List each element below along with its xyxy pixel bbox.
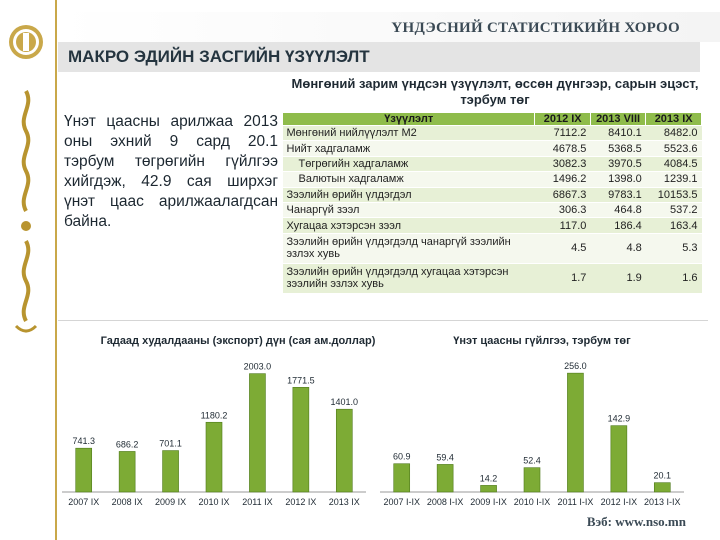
table-cell: 9783.1 (590, 187, 645, 202)
table-cell: 4084.5 (646, 156, 702, 171)
table-cell: 10153.5 (646, 187, 702, 202)
x-tick-label: 2010 I-IX (513, 497, 551, 507)
section-divider (58, 320, 708, 321)
chart-1 (62, 335, 376, 507)
table-cell: 4.5 (535, 233, 590, 263)
chart-bar (481, 485, 497, 492)
chart-bar (249, 374, 265, 492)
data-label: 1771.5 (287, 375, 315, 386)
data-label: 52.4 (523, 455, 541, 466)
data-label: 686.2 (115, 439, 139, 450)
chart-title: Үнэт цаасны гүйлгээ, тэрбум төг (453, 335, 631, 347)
chart-bar (611, 426, 627, 492)
table-cell: 8410.1 (590, 126, 645, 141)
x-tick-label: 2011 I-IX (557, 497, 594, 507)
table-row (283, 141, 702, 156)
table-cell: 464.8 (590, 202, 645, 217)
table-cell: 5.3 (646, 233, 702, 263)
chart-2 (380, 335, 684, 507)
chart-bar (654, 483, 670, 492)
row-label: Нийт хадгаламж (283, 141, 535, 156)
table-cell: 5523.6 (646, 141, 702, 156)
column-header: 2013 VIII (590, 113, 645, 126)
table-cell: 4.8 (590, 233, 645, 263)
table-row (283, 202, 702, 217)
table-row (283, 233, 702, 263)
data-label: 1401.0 (330, 397, 359, 408)
x-tick-label: 2009 I-IX (470, 497, 507, 507)
table-cell: 1239.1 (646, 172, 702, 187)
sidebar (0, 0, 56, 540)
table-cell: 537.2 (646, 202, 702, 217)
mongolian-script-decoration-icon (6, 86, 46, 336)
x-tick-label: 2013 I-IX (644, 497, 681, 507)
table-row (283, 187, 702, 202)
x-tick-label: 2008 IX (111, 497, 143, 507)
column-header: Үзүүлэлт (283, 113, 535, 126)
table-row (283, 156, 702, 171)
chart-bar (567, 373, 583, 492)
data-label: 741.3 (72, 436, 95, 447)
data-label: 2003.0 (243, 361, 272, 372)
row-label: Зээлийн өрийн үлдэгдэлд чанаргүй зээлийн эзлэх хувь (283, 233, 535, 263)
data-label: 14.2 (479, 473, 498, 484)
row-label: Зээлийн өрийн үлдэгдэлд хугацаа хэтэрсэн зээлийн эзлэх хувь (283, 263, 535, 293)
table-cell: 8482.0 (646, 126, 702, 141)
x-tick-label: 2007 IX (68, 497, 100, 507)
table-cell: 3970.5 (590, 156, 645, 171)
table-cell: 163.4 (646, 218, 702, 233)
chart-bar (119, 451, 135, 492)
table-row (283, 126, 702, 141)
table-header-row (283, 113, 702, 126)
table-cell: 5368.5 (590, 141, 645, 156)
x-tick-label: 2012 IX (285, 497, 317, 507)
website-url: Вэб: www.nso.mn (586, 514, 686, 529)
table-row (283, 263, 702, 293)
data-label: 142.9 (607, 413, 631, 424)
row-label: Төгрөгийн хадгаламж (283, 156, 535, 171)
chart-title: Гадаад худалдааны (экспорт) дүн (сая ам.доллар) (100, 335, 376, 347)
x-tick-label: 2012 I-IX (600, 497, 638, 507)
row-label: Чанаргүй зээл (283, 202, 535, 217)
table-cell: 1.6 (646, 263, 702, 293)
chart-bar (76, 448, 92, 492)
chart-bar (394, 464, 410, 492)
bar-charts (58, 322, 708, 512)
column-header: 2013 IX (646, 113, 702, 126)
row-label: Хугацаа хэтэрсэн зээл (283, 218, 535, 233)
chart-bar (206, 422, 222, 492)
table-cell: 1.9 (590, 263, 645, 293)
table-row (283, 172, 702, 187)
table-cell: 1.7 (535, 263, 590, 293)
state-emblem-icon (8, 24, 44, 60)
chart-bar (437, 464, 453, 492)
table-cell: 186.4 (590, 218, 645, 233)
column-header: 2012 IX (535, 113, 590, 126)
x-tick-label: 2013 IX (328, 497, 360, 507)
row-label: Валютын хадгаламж (283, 172, 535, 187)
row-label: Зээлийн өрийн үлдэгдэл (283, 187, 535, 202)
x-tick-label: 2011 IX (242, 497, 273, 507)
page-title: МАКРО ЭДИЙН ЗАСГИЙН ҮЗҮҮЛЭЛТ (68, 47, 370, 66)
table-cell: 4678.5 (535, 141, 590, 156)
chart-bar (163, 451, 179, 492)
table-row (283, 218, 702, 233)
table-cell: 7112.2 (535, 126, 590, 141)
x-tick-label: 2009 IX (155, 497, 187, 507)
table-title: Мөнгөний зарим үндсэн үзүүлэлт, өссөн дүнгээр, сарын эцэст, тэрбум төг (291, 76, 699, 107)
data-label: 701.1 (159, 438, 182, 449)
table-cell: 6867.3 (535, 187, 590, 202)
organization-name: ҮНДЭСНИЙ СТАТИСТИКИЙН ХОРОО (391, 20, 680, 36)
monetary-indicators-table (282, 112, 702, 294)
sidebar-divider (55, 0, 57, 540)
x-tick-label: 2010 IX (198, 497, 230, 507)
data-label: 1180.2 (200, 410, 228, 421)
chart-bar (293, 387, 309, 492)
x-tick-label: 2008 I-IX (426, 497, 464, 507)
table-cell: 306.3 (535, 202, 590, 217)
row-label: Мөнгөний нийлүүлэлт M2 (283, 126, 535, 141)
data-label: 20.1 (653, 470, 672, 481)
chart-bar (524, 468, 540, 492)
charts-area (58, 322, 708, 512)
data-label: 59.4 (436, 452, 454, 463)
table-cell: 3082.3 (535, 156, 590, 171)
table-cell: 1496.2 (535, 172, 590, 187)
chart-bar (336, 409, 352, 492)
x-tick-label: 2007 I-IX (383, 497, 420, 507)
data-label: 256.0 (564, 361, 587, 372)
summary-text: Үнэт цаасны арилжаа 2013 оны эхний 9 сард 20.1 тэрбум төгрөгийн гүйлгээ хийгдэж, 42.9 сая ширхэг үнэт цаас арилжаалагдсан байна. (64, 113, 278, 230)
data-label: 60.9 (392, 451, 411, 462)
table-cell: 117.0 (535, 218, 590, 233)
table-cell: 1398.0 (590, 172, 645, 187)
